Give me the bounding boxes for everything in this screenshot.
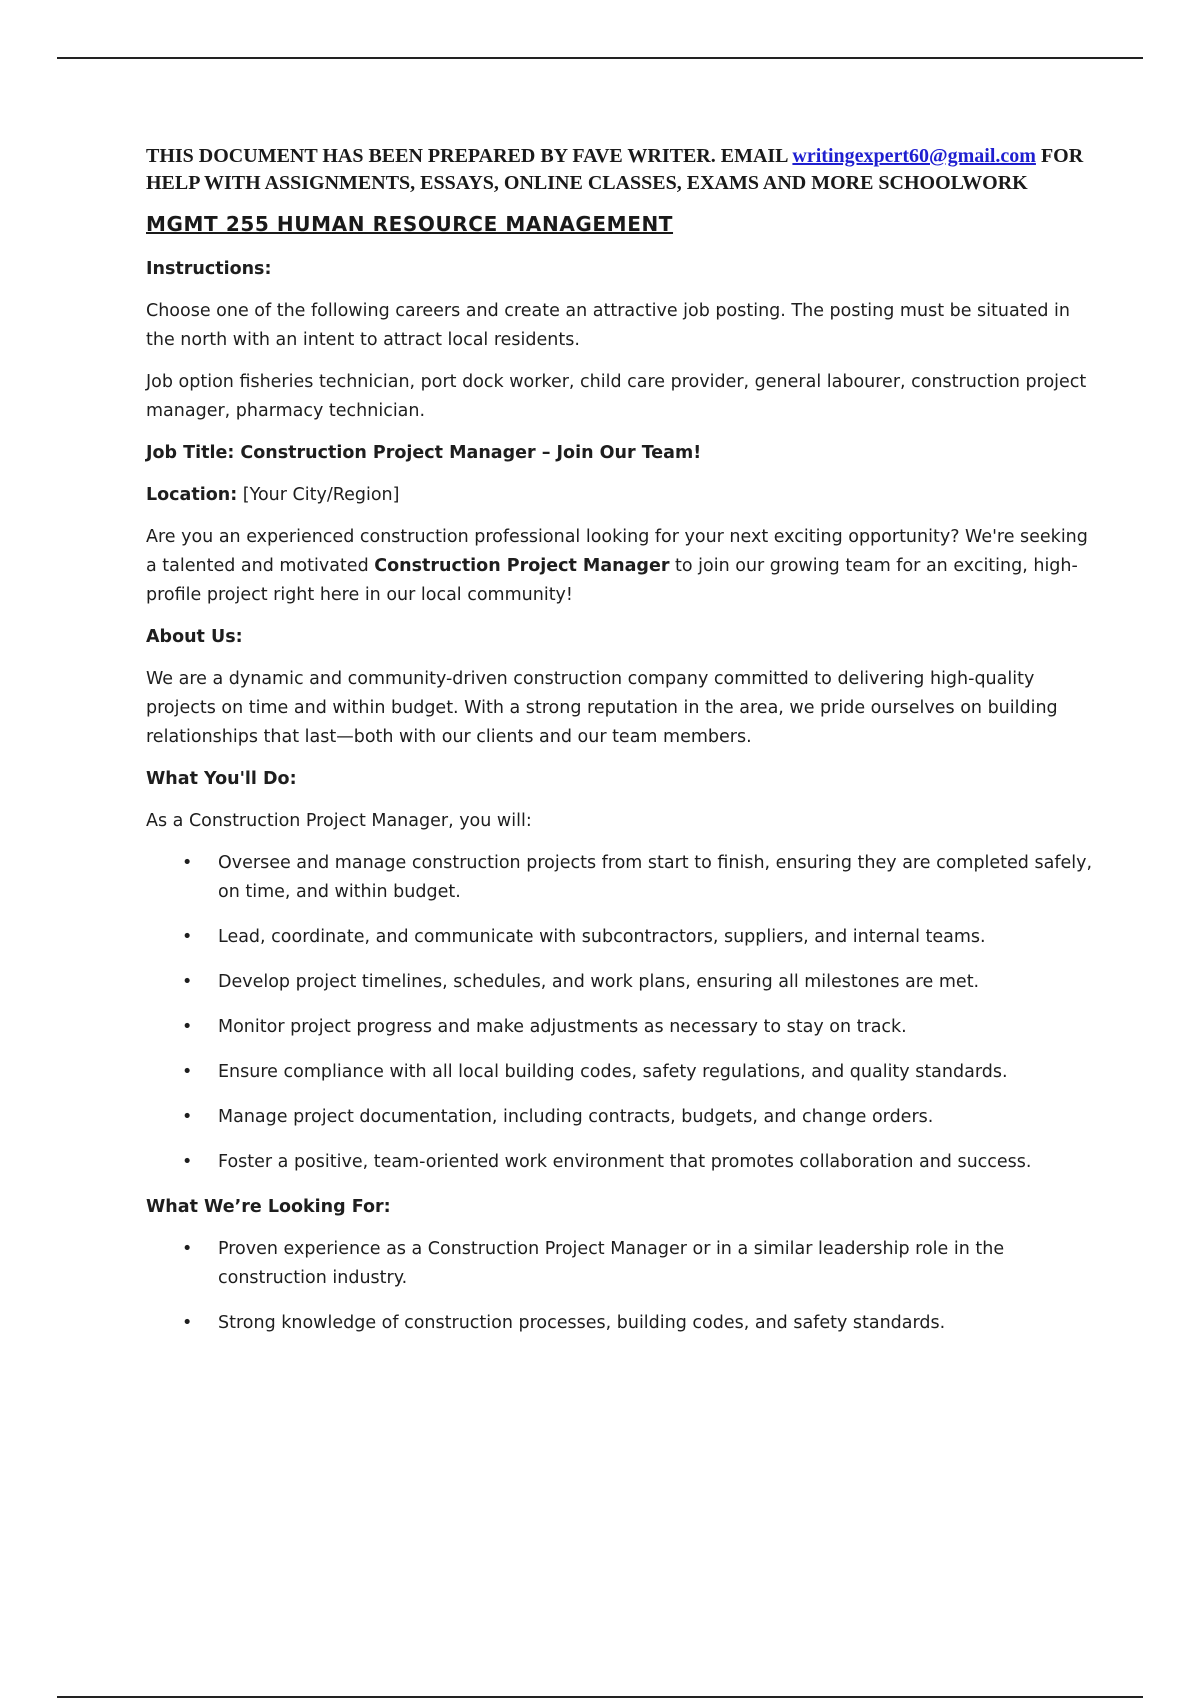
job-intro-before: Are you an experienced construction professional looking for your next exciting opportunity? We're seeking a talented and motivated [146,527,1088,576]
job-intro-after: to join our growing team for an exciting, high-profile project right here in our local community! [146,556,1078,605]
job-intro [146,523,1096,610]
email-link[interactable]: writingexpert60@gmail.com [792,145,1036,167]
job-title: Job Title: Construction Project Manager – Join Our Team! [146,443,702,463]
header-notice [146,143,1096,197]
document-body [146,143,1096,1354]
requirements-heading: What We’re Looking For: [146,1197,391,1217]
bullet-icon: • [182,1017,193,1037]
list-item-text: Develop project timelines, schedules, and work plans, ensuring all milestones are met. [218,972,980,992]
about-heading: About Us: [146,627,243,647]
list-item-text: Manage project documentation, including contracts, budgets, and change orders. [218,1107,934,1127]
job-options-paragraph: Job option fisheries technician, port dock worker, child care provider, general labourer, construction project manager, pharmacy technician. [146,372,1087,421]
list-item [146,1235,1096,1293]
list-item-text: Foster a positive, team-oriented work environment that promotes collaboration and success. [218,1152,1032,1172]
header-notice-prefix: THIS DOCUMENT HAS BEEN PREPARED BY FAVE WRITER. EMAIL [146,145,793,167]
instructions-paragraph: Choose one of the following careers and create an attractive job posting. The posting must be situated in the north with an intent to attract local residents. [146,301,1070,350]
list-item [146,1013,1096,1042]
list-item [146,923,1096,952]
location-label: Location: [146,485,238,505]
job-intro-bold: Construction Project Manager [374,556,670,576]
bullet-icon: • [182,853,193,873]
duties-intro: As a Construction Project Manager, you will: [146,811,532,831]
list-item [146,849,1096,907]
list-item [146,1058,1096,1087]
bullet-icon: • [182,1152,193,1172]
location-line [146,481,1096,510]
requirements-list [146,1235,1096,1338]
bullet-icon: • [182,972,193,992]
bullet-icon: • [182,1239,193,1259]
location-value: [Your City/Region] [237,485,400,505]
bullet-icon: • [182,927,193,947]
header-notice-suffix: FOR HELP WITH ASSIGNMENTS, ESSAYS, ONLINE CLASSES, EXAMS AND MORE SCHOOLWORK [146,145,1084,194]
top-divider [57,57,1143,59]
course-title: MGMT 255 HUMAN RESOURCE MANAGEMENT [146,212,674,236]
list-item [146,1309,1096,1338]
about-text: We are a dynamic and community-driven construction company committed to delivering high-quality projects on time and within budget. With a strong reputation in the area, we pride ourselves on building relationships that last—both with our clients and our team members. [146,669,1058,747]
bullet-icon: • [182,1313,193,1333]
list-item [146,968,1096,997]
duties-list [146,849,1096,1177]
list-item-text: Lead, coordinate, and communicate with subcontractors, suppliers, and internal teams. [218,927,986,947]
list-item-text: Monitor project progress and make adjustments as necessary to stay on track. [218,1017,907,1037]
bullet-icon: • [182,1062,193,1082]
list-item-text: Oversee and manage construction projects from start to finish, ensuring they are completed safely, on time, and within budget. [218,853,1093,902]
list-item [146,1103,1096,1132]
list-item-text: Strong knowledge of construction processes, building codes, and safety standards. [218,1313,946,1333]
bottom-divider [57,1696,1143,1698]
list-item-text: Proven experience as a Construction Project Manager or in a similar leadership role in the construction industry. [218,1239,1005,1288]
duties-heading: What You'll Do: [146,769,297,789]
instructions-heading: Instructions: [146,259,272,279]
bullet-icon: • [182,1107,193,1127]
list-item [146,1148,1096,1177]
list-item-text: Ensure compliance with all local building codes, safety regulations, and quality standards. [218,1062,1008,1082]
